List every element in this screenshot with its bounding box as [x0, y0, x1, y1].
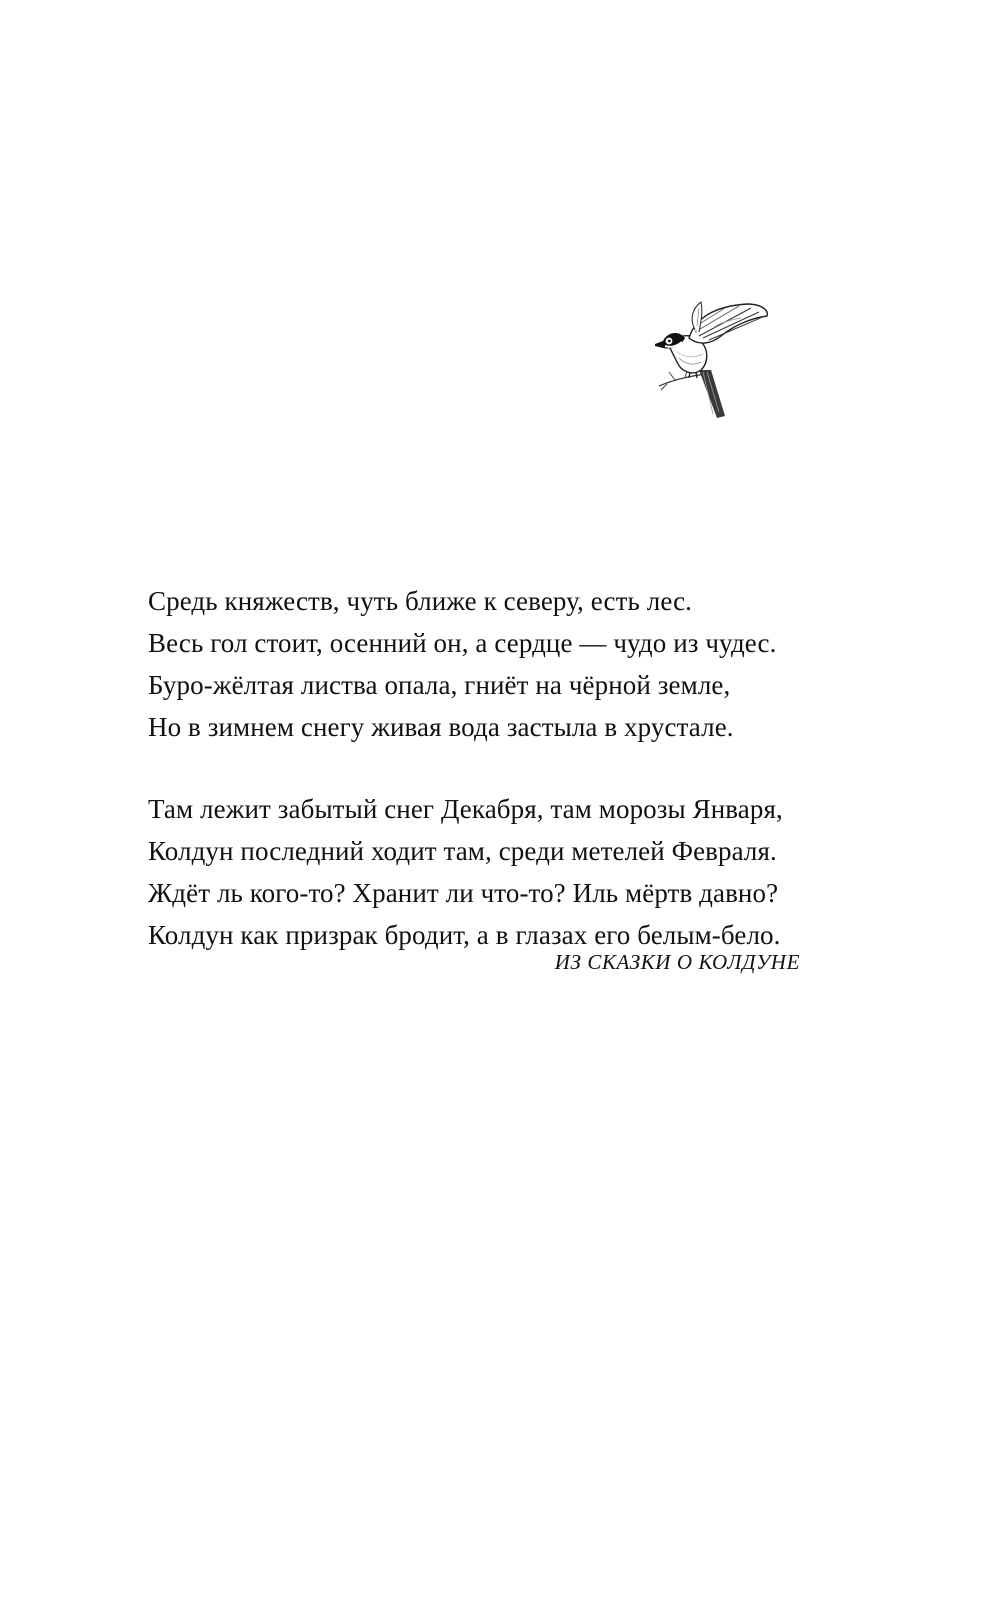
poem-line: Там лежит забытый снег Декабря, там морозы Января,: [148, 794, 783, 824]
poem-attribution: ИЗ СКАЗКИ О КОЛДУНЕ: [554, 950, 800, 974]
poem-line: Средь княжеств, чуть ближе к северу, есть лес.: [148, 586, 693, 616]
poem-line: Колдун последний ходит там, среди метелей Февраля.: [148, 836, 777, 866]
titmouse-bird-icon: [655, 300, 775, 424]
stanza-1: [148, 580, 848, 748]
poem-line: Колдун как призрак бродит, а в глазах его белым-бело.: [148, 920, 781, 950]
stanza-2: [148, 788, 848, 956]
poem-line: Ждёт ль кого-то? Хранит ли что-то? Иль мёртв давно?: [148, 878, 779, 908]
poem-line: Буро-жёлтая листва опала, гниёт на чёрной земле,: [148, 670, 731, 700]
poem-line: Весь гол стоит, осенний он, а сердце — чудо из чудес.: [148, 628, 777, 658]
poem: [148, 580, 848, 956]
poem-line: Но в зимнем снегу живая вода застыла в хрустале.: [148, 712, 734, 742]
